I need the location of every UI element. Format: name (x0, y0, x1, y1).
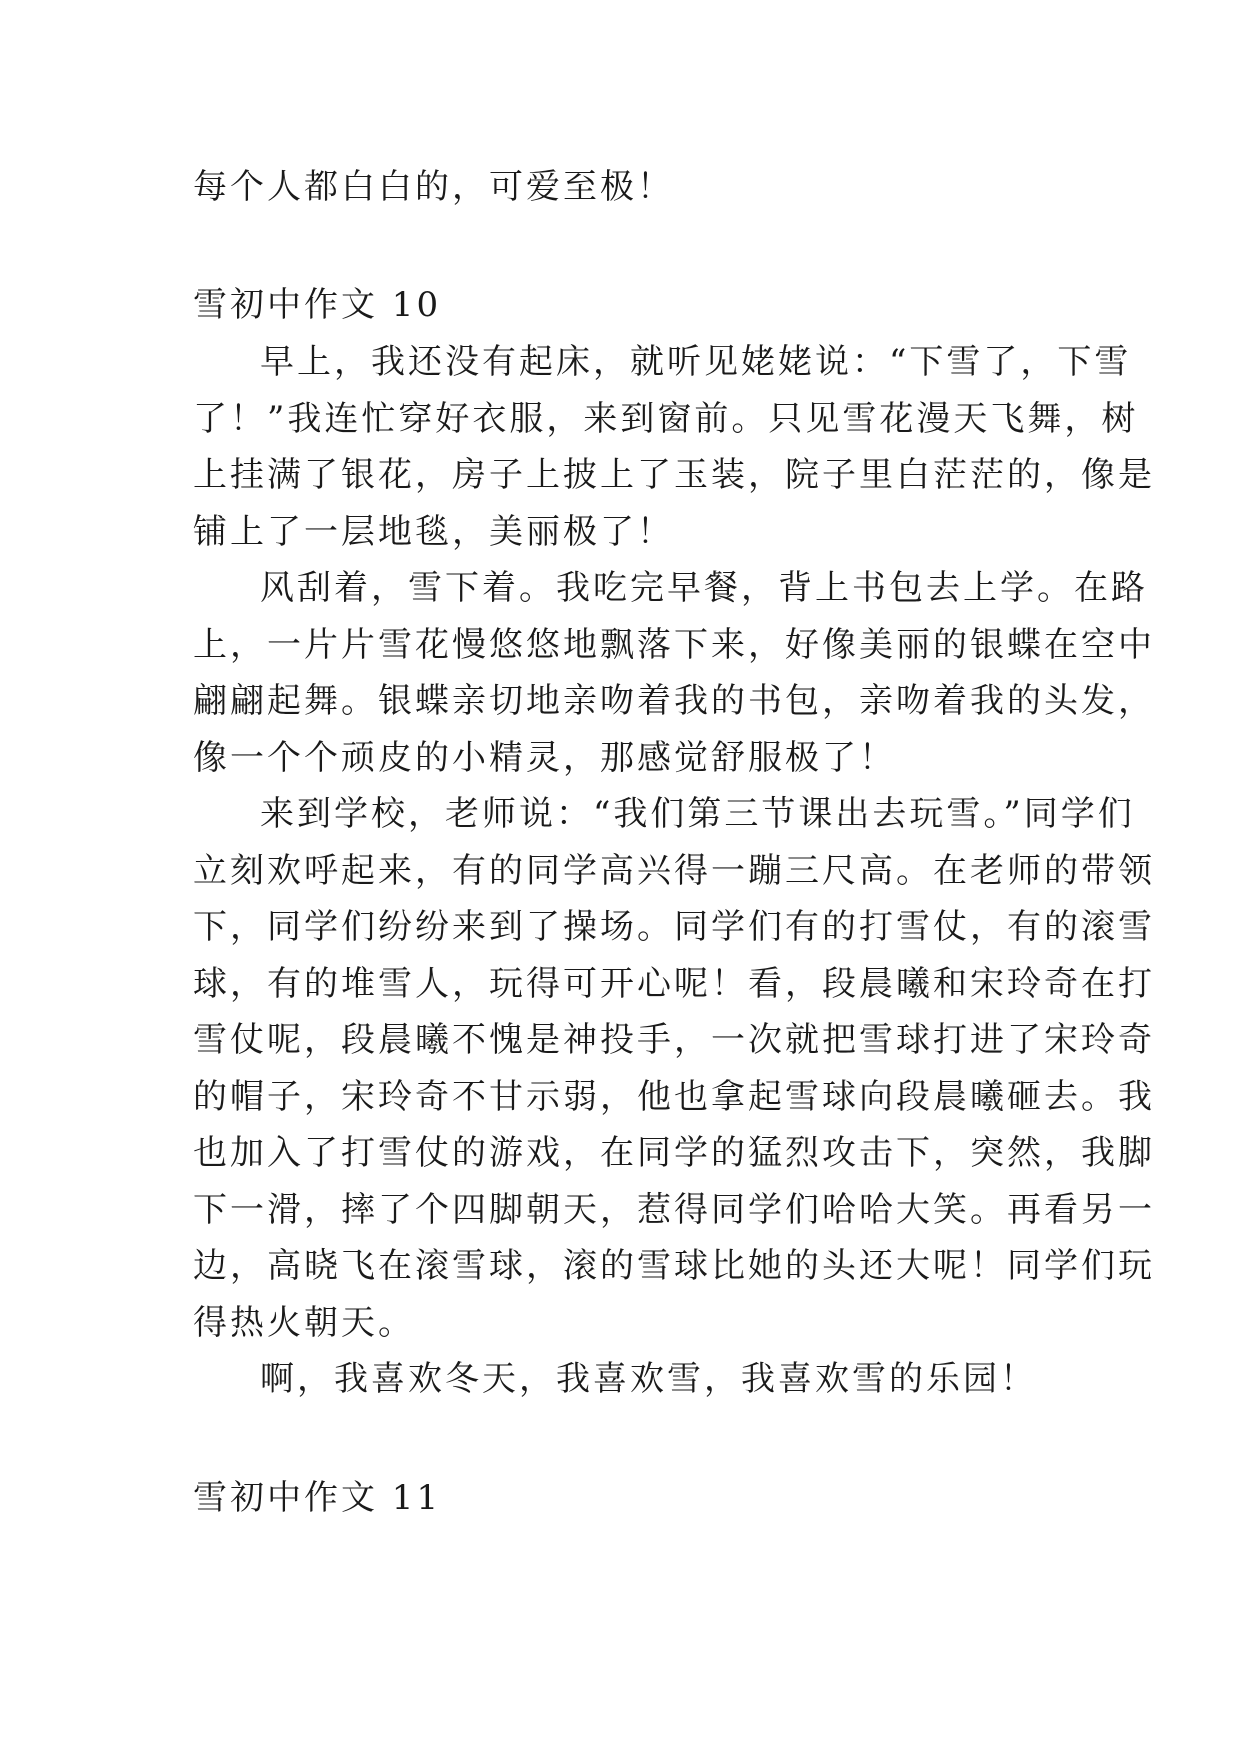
text-line: 来到学校，老师说：“我们第三节课出去玩雪。”同学们 (260, 794, 1135, 834)
section-10-heading: 雪初中作文 10 (193, 285, 442, 325)
text-line: 下，同学们纷纷来到了操场。同学们有的打雪仗，有的滚雪 (193, 907, 1155, 947)
text-line: 早上，我还没有起床，就听见姥姥说：“下雪了，下雪 (260, 342, 1132, 382)
text-line: 翩翩起舞。银蝶亲切地亲吻着我的书包，亲吻着我的头发， (193, 681, 1155, 721)
text-line: 像一个个顽皮的小精灵，那感觉舒服极了！ (193, 738, 896, 778)
text-line: 铺上了一层地毯，美丽极了！ (193, 512, 674, 552)
text-line: 了！”我连忙穿好衣服，来到窗前。只见雪花漫天飞舞，树 (193, 399, 1139, 439)
text-line: 雪仗呢，段晨曦不愧是神投手，一次就把雪球打进了宋玲奇 (193, 1020, 1155, 1060)
text-line: 啊，我喜欢冬天，我喜欢雪，我喜欢雪的乐园！ (260, 1359, 1037, 1399)
text-line: 得热火朝天。 (193, 1303, 415, 1343)
text-line: 也加入了打雪仗的游戏，在同学的猛烈攻击下，突然，我脚 (193, 1133, 1155, 1173)
text-line: 边，高晓飞在滚雪球，滚的雪球比她的头还大呢！同学们玩 (193, 1246, 1155, 1286)
section-11-heading: 雪初中作文 11 (193, 1478, 442, 1518)
text-line: 立刻欢呼起来，有的同学高兴得一蹦三尺高。在老师的带领 (193, 851, 1155, 891)
text-line: 风刮着，雪下着。我吃完早餐，背上书包去上学。在路 (260, 568, 1148, 608)
text-line: 的帽子，宋玲奇不甘示弱，他也拿起雪球向段晨曦砸去。我 (193, 1077, 1155, 1117)
text-line: 下一滑，摔了个四脚朝天，惹得同学们哈哈大笑。再看另一 (193, 1190, 1155, 1230)
text-line: 上挂满了银花，房子上披上了玉装，院子里白茫茫的，像是 (193, 455, 1155, 495)
intro-line: 每个人都白白的，可爱至极！ (193, 167, 674, 207)
text-line: 上，一片片雪花慢悠悠地飘落下来，好像美丽的银蝶在空中 (193, 625, 1155, 665)
text-line: 球，有的堆雪人，玩得可开心呢！看，段晨曦和宋玲奇在打 (193, 964, 1155, 1004)
